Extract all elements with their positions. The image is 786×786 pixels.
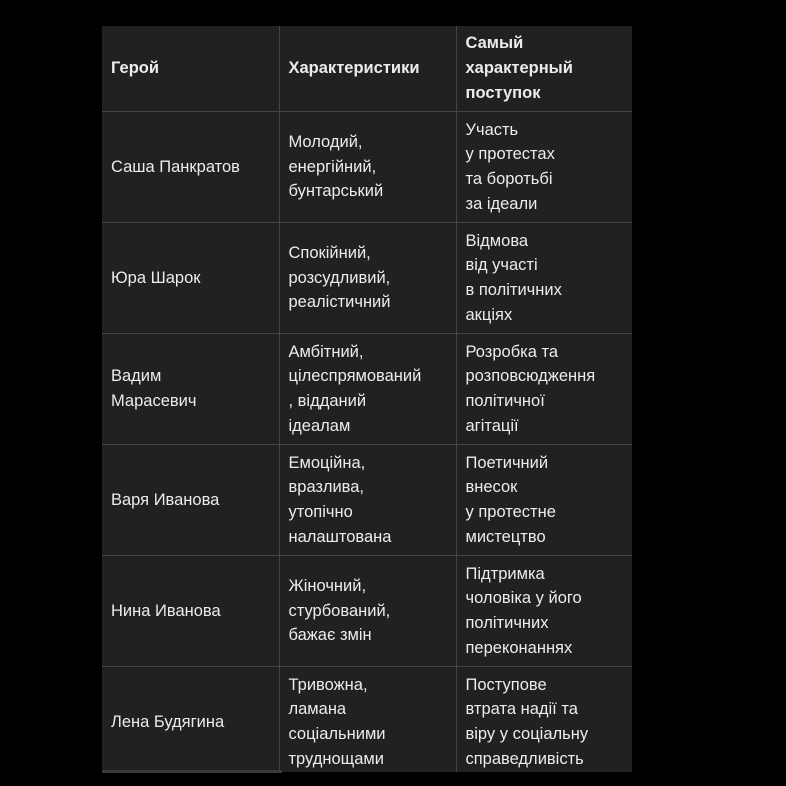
cell-hero: Лена Будягина bbox=[111, 712, 225, 731]
cell-deed: Участь у протестах та боротьбі за ідеали bbox=[456, 112, 632, 223]
cell-hero: Нина Иванова bbox=[102, 556, 279, 667]
characters-table bbox=[102, 26, 632, 772]
table-row bbox=[102, 667, 632, 773]
cell-traits: Амбітний, цілеспрямований , відданий ідеалам bbox=[279, 334, 456, 445]
horizontal-scrollbar[interactable] bbox=[102, 770, 282, 773]
cell-deed: Відмова від участі в політичних акціях bbox=[456, 223, 632, 334]
cell-deed: Підтримка чоловіка у його політичних переконаннях bbox=[456, 556, 632, 667]
table-row bbox=[102, 556, 632, 667]
cell-traits: Емоційна, вразлива, утопічно налаштована bbox=[279, 445, 456, 556]
table-viewport[interactable] bbox=[0, 26, 786, 772]
table-row bbox=[102, 334, 632, 445]
table-row bbox=[102, 223, 632, 334]
cell-hero: Вадим Марасевич bbox=[102, 334, 279, 445]
cell-deed: Поступове втрата надії та віру у соціальну справедливість bbox=[456, 667, 632, 773]
cell-traits: Молодий, енергійний, бунтарський bbox=[279, 112, 456, 223]
cell-hero: Саша Панкратов bbox=[102, 112, 279, 223]
cell-hero: Юра Шарок bbox=[102, 223, 279, 334]
table-panel bbox=[102, 26, 632, 772]
cell-traits: Жіночний, стурбований, бажає змін bbox=[279, 556, 456, 667]
cell-deed: Розробка та розповсюдження політичної агітації bbox=[456, 334, 632, 445]
cell-traits: Тривожна, ламана соціальними труднощами bbox=[279, 667, 456, 773]
cell-traits: Спокійний, розсудливий, реалістичний bbox=[279, 223, 456, 334]
header-hero: Герой bbox=[102, 26, 279, 112]
table-row bbox=[102, 112, 632, 223]
header-deed: Самый характерный поступок bbox=[456, 26, 632, 112]
table-header-row bbox=[102, 26, 632, 112]
table-row bbox=[102, 445, 632, 556]
cell-deed: Поетичний внесок у протестне мистецтво bbox=[456, 445, 632, 556]
header-traits: Характеристики bbox=[279, 26, 456, 112]
cell-hero: Варя Иванова bbox=[102, 445, 279, 556]
